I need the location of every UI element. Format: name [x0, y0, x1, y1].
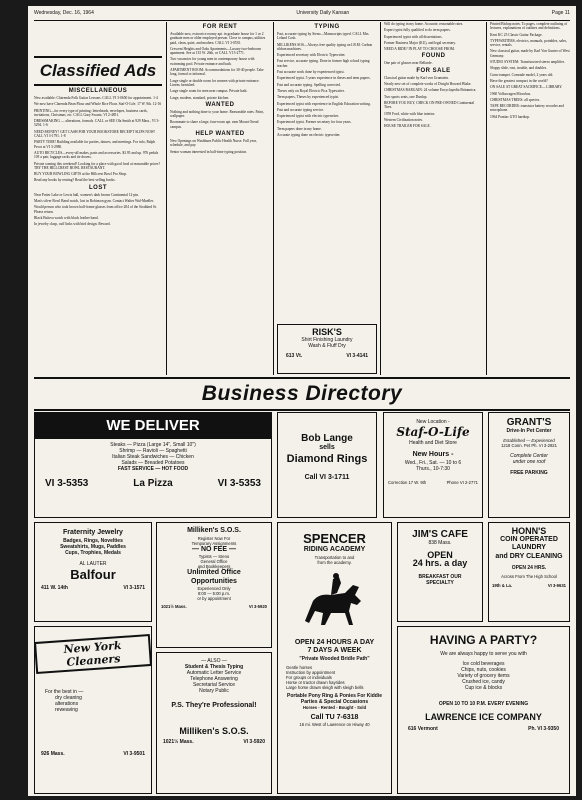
milliken1-line6: and Bookkeepers [197, 564, 231, 569]
la-pizza-phone-left: VI 3-5353 [45, 478, 89, 489]
spencer-line5: 7 DAYS A WEEK [307, 647, 362, 654]
classified-item: Would person who took brown half-frame glasses from office 204 of the Stoddard St. Please return. [34, 205, 157, 214]
jims-address: 838 Mass. [428, 539, 452, 546]
jims-cafe-ad [397, 522, 483, 622]
new-york-line2: dry cleaning [55, 695, 82, 701]
classified-item: One pair of glasses near Bellarde. [384, 61, 433, 66]
milliken2-line3: Automatic Letter Service [186, 670, 242, 676]
milliken2-name: Milliken's S.O.S. [179, 725, 249, 736]
classified-item: Term papers done in my home. [277, 126, 322, 131]
risks-address: 613 Vt. [286, 352, 303, 359]
party-line1: We are always happy to serve you with [440, 651, 527, 657]
milliken2-line7: P.S. They're Professional! [171, 702, 257, 709]
honns-phone: VI 3-9631 [547, 583, 566, 588]
classified-item: HOUSE TRAILER FOR SALE. [384, 124, 431, 129]
column-rule [486, 22, 487, 375]
milliken1-line8: Opportunities [191, 577, 237, 585]
risks-name: RISK'S [312, 327, 342, 337]
lawrence-ice-ad [397, 626, 570, 794]
jims-line4: SPECIALTY [426, 579, 454, 586]
bob-lange-name: Bob Lange [301, 433, 353, 444]
classified-item: BUY YOUR BOWLING GIFTS at the Hillcrest Bowl Pro Shop. [34, 172, 127, 177]
staf-o-life-hours2: Thurs., 10-7:30 [416, 465, 450, 472]
classified-item: Large single room for men near campus. Private bath. [170, 89, 248, 94]
spencer-name: SPENCER [303, 531, 366, 546]
party-line2: Ice cold beverages [462, 661, 505, 667]
classified-item: Man's silver Bowl Band watch, lost in Robinson gym. Contact Walter Wal-Mueller. [34, 199, 154, 204]
staf-o-life-hours-label: New Hours - [412, 451, 454, 458]
classified-item: Printed Bishop notes. To pages, complete outlining of lectures, explanations of outlines and definitions. [490, 22, 568, 31]
honns-line5: Across From The High School [501, 574, 557, 579]
classified-item: Fast and accurate typing. Spelling corrected. [277, 82, 341, 87]
balfour-line5: AL LAUTER [79, 560, 107, 567]
honns-line1: COIN OPERATED [500, 535, 558, 543]
classified-item: Kent KC 25 Classic Guitar Package. [490, 32, 543, 37]
classified-item: PRINTING—for every type of printing: letterheads, envelopes, business cards, invitations, Christmas, etc. CALL Gary Swartz, VI 2-4851. [34, 108, 148, 117]
deliver-line2: Shrimp — Ravioli — Spaghetti [119, 448, 187, 454]
header-paper: University Daily Kansan [296, 10, 350, 16]
bob-lange-phone: Call VI 3-1711 [304, 474, 350, 481]
risks-laundry-ad [277, 324, 377, 374]
classified-item: Sloppy slide, rust, trouble, and doubles. [490, 66, 547, 71]
lawrence-ice-name: LAWRENCE ICE COMPANY [425, 712, 542, 722]
party-line3: Chips, nuts, cookies [461, 667, 506, 673]
la-pizza-name: La Pizza [133, 478, 173, 489]
grants-pet-center-ad [488, 412, 570, 518]
balfour-line3: Sweatshirts, Mugs, Paddles [60, 543, 126, 550]
milliken2-line6: Notary Public [199, 688, 229, 694]
header-date: Wednesday, Dec. 16, 1964 [34, 10, 94, 16]
classified-item: Experienced typist with all dissertations. [384, 34, 443, 39]
milliken-services-ad [156, 652, 272, 794]
section-wanted: WANTED [205, 101, 235, 108]
spencer-phone: Call TU 7-6318 [310, 713, 359, 721]
classified-item: PARTY TIME! Building available for parties, dances, and meetings. For info, Ralph Pecot at VI 3-2980. [34, 140, 156, 149]
classified-item: 1964 Pontiac GTO hardtop. [490, 114, 530, 119]
milliken1-name: Milliken's S.O.S. [187, 527, 241, 534]
staf-o-life-sub: Health and Diet Store [409, 440, 457, 446]
column-3 [277, 22, 377, 322]
spencer-line11: Large horse drawn sleigh with sleigh bells [286, 684, 364, 690]
classified-item: Near Potter Lake or Lewis hall, women's dark brown Continental 12-pin. [34, 192, 140, 197]
bob-lange-ad [277, 412, 377, 518]
classified-item: Fast service, accurate typing. Done in former high school typing teacher. [277, 59, 370, 68]
new-york-line4: reweaving [55, 707, 78, 713]
new-york-cleaners-logo: New York Cleaners [34, 634, 152, 674]
party-line4: Variety of grocery items [457, 673, 510, 679]
new-york-cleaners-ad [34, 626, 152, 794]
honns-name: HONN'S [511, 526, 547, 536]
grants-line5: under one roof [512, 458, 546, 465]
party-line7: OPEN 10 TO 10 P.M. EVERY EVENING [438, 701, 529, 707]
milliken1-line11: or by appointment [197, 596, 231, 601]
classified-item: Have the greatest compact in the world? [490, 78, 548, 83]
deliver-line5: FAST SERVICE — HOT FOOD [117, 466, 189, 472]
classified-item: Experienced typist with experience in English Education writing. [277, 101, 371, 106]
deliver-line3: Italian Steak Sandwiches — Chicken [112, 454, 194, 460]
spencer-line3: from the academy. [317, 559, 352, 565]
risks-phone: VI 3-4141 [346, 352, 368, 359]
staf-o-life-hours1: Wed., Fri., Sat. — 10 to 6 [404, 459, 462, 466]
classified-item: Nothing and nothing done to your home. Reasonable rates. Paint, wallpaper. [170, 109, 264, 119]
balfour-line4: Cups, Trophies, Medals [65, 549, 121, 556]
balfour-phone: VI 3-1571 [123, 584, 145, 591]
milliken1-line2: Temporary Assignments [191, 540, 237, 546]
classified-item: Fast and accurate typing service. [277, 107, 324, 112]
lawrence-ice-address: 616 Vermont [408, 725, 438, 732]
milliken2-phone: VI 3-5920 [243, 739, 265, 745]
classified-item: Black Bulova watch with black leather band. [34, 215, 99, 220]
section-miscellaneous: MISCELLANEOUS [68, 88, 128, 94]
grants-line2: Established — Experienced [503, 437, 555, 443]
classified-item: BEFORE YOU BUY, CHECK ON PRE-OWNED Continental Tires. [384, 100, 475, 110]
spencer-address: 16 mi. West of Lawrence on Hiway 40 [299, 722, 370, 727]
page-header [34, 10, 570, 18]
classified-item: New Openings on Washburn Public Health Nurse. Full year, schedule, and pay. [170, 139, 257, 148]
classified-item: Crescent Heights and Oaks Apartments—Luxury two-bedroom apartment. See at 135 W. 26th, or CALL VI 3-2771. [170, 46, 261, 56]
section-found: FOUND [421, 53, 446, 60]
balfour-address: 411 W. 14th [41, 584, 68, 591]
milliken2-line1: — ALSO — [201, 658, 227, 664]
column-2 [170, 22, 270, 375]
spencer-line8: Instruction by appointment [286, 669, 336, 675]
classified-item: CHRISTMAS TREES: all species. [490, 97, 541, 102]
classified-item: NEED MONEY? GET CASH FOR YOUR BOOKSTORE RECEIPT SLIPS NOW! CALL VI 3-1791. 1-8 [34, 129, 156, 139]
classified-item: Read any books by renting? Read the best-selling books. [34, 178, 116, 183]
risks-line1: Shirt Finishing Laundry [301, 336, 353, 343]
we-deliver-heading: WE DELIVER [35, 413, 271, 439]
honns-line3: and DRY CLEANING [495, 552, 563, 560]
honns-line2: LAUNDRY [512, 544, 546, 551]
grants-line3: 1218 Conn. Pet Ph. VI 3-2921 [501, 442, 557, 448]
la-pizza-phone-right: VI 3-5353 [217, 478, 261, 489]
milliken1-line3: — NO FEE — [192, 545, 236, 553]
classified-item: NEED A RIDE? IN PLAY TO CHOOSE FROM. [384, 47, 455, 52]
la-pizza-ad [34, 412, 272, 518]
jims-line1: OPEN [427, 549, 453, 560]
spencer-line12: Portable Pony Ring & Ponies For Kiddie Parties & Special Occasions [286, 692, 382, 705]
staf-o-life-new-location: New Location - [416, 419, 450, 425]
classified-item: Private coming this weekend? Looking for a place with good food at reasonable prices? TRY THE HILLCREST BOWL RESTAURANT. [34, 161, 161, 170]
section-help-wanted: HELP WANTED [195, 131, 245, 138]
classified-item: MILLIKENS SOS—Always free quality typing on I.B.M. Carbon ribbon machines. [277, 42, 373, 51]
milliken2-line2: Student & Thesis Typing [184, 664, 244, 670]
deliver-line1: Steaks — Pizza (Large 14", Small 10") [110, 442, 196, 448]
classified-item: TAPE RECORDER: transistor battery recorder and microphone. [490, 104, 564, 113]
new-york-phone: VI 3-9501 [123, 751, 145, 757]
classified-item: In jewelry clasp, cuff links with bird design. Reward. [34, 222, 111, 227]
horse-rider-icon [295, 571, 375, 633]
milliken1-line9: Experienced Only [197, 586, 231, 591]
classified-item: Experienced typist with electric typewriter. [277, 114, 339, 119]
bob-lange-product: Diamond Rings [286, 453, 368, 465]
column-5 [490, 22, 570, 375]
grants-line6: FREE PARKING [510, 469, 548, 476]
classified-item: Experienced typist. Former secretary for four years. [277, 120, 352, 125]
classified-item: New classical guitar, made by Karl Von Gunter of West Germany. [490, 49, 570, 58]
classified-item: AUTO BICYCLES—every-all makes, parts and accessories. $3.95 and up. 976 pedals 10¢ a pair, luggage racks and tie downs. [34, 150, 159, 160]
classified-item: 1960 Volkswagen Microbus. [490, 91, 532, 96]
party-line6: Cup ice & blocks [464, 685, 503, 691]
spencer-line6: "Private Wooded Bridle Path" [299, 655, 370, 662]
milliken2-line5: Secretarial Service [193, 682, 235, 688]
classified-item: APARTMENT ROOM: Accommodations for 30-40 people. Take long, formal or informal. [170, 68, 264, 77]
balfour-ad [34, 522, 152, 622]
bob-lange-sells: sells [319, 443, 335, 451]
section-lost: LOST [89, 184, 107, 191]
risks-line2: Wash & Fluff Dry [308, 342, 346, 349]
spencer-line10: Horse or tractor drawn hayrides [286, 679, 345, 685]
column-1 [34, 86, 162, 376]
spencer-line2: Transportation to and [314, 554, 355, 560]
classified-item: Senior woman interested in half-time typing position. [170, 149, 247, 154]
classified-ads-banner: Classified Ads [34, 56, 162, 86]
staf-o-life-name: Staf-O-Life [396, 425, 470, 439]
staf-o-life-phone: Phone VI 2-2771 [446, 479, 478, 485]
section-for-sale: FOR SALE [416, 67, 451, 74]
section-for-rent: FOR RENT [202, 24, 238, 30]
spencer-line13: Horses - Rented - Bought - Sold [302, 704, 367, 710]
classified-item: DRESSMAKING — alterations, formals. CALL or SEE Ola Smith at 929 Mass., VI 3-5294. 1-6 [34, 119, 160, 128]
milliken1-line1: Register Now For [197, 535, 231, 541]
classified-item: Fast, accurate typing by Steno—Manuscripts typed. CALL Mrs. Leland Cosh. [277, 32, 370, 41]
grants-line1: Drive-In Pet Center [506, 427, 552, 434]
classified-item: Expert typist fully qualified to do term papers. [384, 28, 451, 33]
classified-item: Theses only on Royal Electric Pica Typewriter. [277, 88, 345, 93]
section-typing: TYPING [314, 24, 340, 30]
classified-item: STUDIO SYSTEM: Transistorized stereo amplifier. [490, 60, 565, 65]
classified-item: 1959 Ford, white with blue interior. [384, 111, 436, 116]
milliken1-line4: Typists — Steno [198, 554, 230, 559]
classified-item: Two sports seats, one Dunlop. [384, 94, 428, 99]
newspaper-page [28, 6, 576, 796]
party-title: HAVING A PARTY? [429, 633, 538, 647]
column-4 [384, 22, 483, 375]
classified-item: We now have Clarenda Bean Flour and Whole Rice Flour. Staf-O-Life. 17 W. 9th. 12-16 [34, 102, 162, 107]
milliken1-line5: General Office [200, 559, 228, 564]
classified-item: Roommate to share a large, four-room apt. near Mount Oread campus. [170, 120, 259, 129]
spencer-riding-ad [277, 522, 392, 794]
classified-item: Conn trumpet. Comrade model, 2 years old. [490, 72, 554, 77]
honns-laundry-ad [488, 522, 570, 622]
classified-item: Available now, extra nice roomy apt. in graduate house for 1 or 2 graduate men or older employed person. Close to campus, utilities paid, clean, quiet, and modern. CALL VI 3-0535. [170, 32, 266, 45]
milliken1-address: 1021½ Mass. [161, 604, 187, 609]
new-york-line1: For the best in — [45, 689, 84, 695]
classified-item: Experienced typist. 5 years experience in theses and term papers. [277, 76, 371, 81]
spencer-line4: OPEN 24 HOURS A DAY [294, 638, 375, 646]
jims-line3: BREAKFAST OUR [418, 573, 462, 580]
classified-item: Western Civilization notes. [384, 117, 423, 122]
staf-o-life-ad [383, 412, 483, 518]
classified-item: CHRISTMAS BARGAIN: 24 volume Encyclopedia Britannica. [384, 88, 477, 93]
business-directory-banner: Business Directory [34, 377, 570, 411]
milliken1-phone: VI 3-5920 [248, 604, 267, 609]
classified-item: New available: Clairenda Folk Guitar Lessons. CALL VI 3-0650 for appointment. 1-4 [34, 96, 158, 100]
grants-name: GRANT'S [506, 417, 552, 428]
party-line5: Crushed ice, candy [462, 679, 505, 685]
milliken2-line4: Telephone Answering [190, 676, 238, 682]
classified-item: Term papers, Theses by experienced typist. [277, 95, 340, 100]
balfour-line2: Badges, Rings, Novelties [63, 537, 123, 544]
classified-item: Fast accurate work done by experienced typist. [277, 70, 345, 75]
spencer-line9: For groups or individuals [286, 674, 332, 680]
classified-item: Experienced secretary with Electric Typewriter. [277, 53, 346, 58]
new-york-line3: alterations [55, 701, 79, 707]
classified-item: Two vacancies for young men in contemporary house with swimming pool. Private entrance and bath. [170, 57, 255, 66]
classified-item: Nearly new set of complete works of Dwight Howard Blake. [384, 82, 472, 87]
classified-item: ON SALE AT GREAT SACRIFICE— LIBRARY. [490, 85, 563, 90]
new-york-address: 926 Mass. [41, 751, 65, 757]
classified-item: Large, modern, standard, private kitchen. [170, 95, 230, 100]
classified-item: Accurate typing done on electric typewriter. [277, 133, 341, 138]
milliken2-address: 1021½ Mass. [163, 739, 194, 745]
milliken-register-ad [156, 522, 272, 648]
milliken1-line10: 8:00 — 5:00 p.m. [197, 591, 231, 596]
column-rule [166, 22, 167, 375]
balfour-name: Balfour [70, 566, 116, 582]
staf-o-life-address: Correction 17 W. 9th [388, 479, 427, 485]
balfour-line1: Fraternity Jewelry [63, 529, 123, 536]
column-rule [273, 22, 274, 375]
classified-item: Classical guitar made by Karl von Grunstein. [384, 75, 449, 80]
classified-item: Large single or double room for women with private entrance. Linens furnished. [170, 78, 260, 87]
jims-line2: 24 hrs. a day [412, 558, 468, 568]
header-page-label: Page 11 [551, 10, 570, 16]
column-rule [380, 22, 381, 375]
grants-line4: Complete Center [510, 452, 548, 459]
deliver-line4: Salads — Breaded Potatoes [121, 460, 185, 466]
classified-item: TYPEWRITERS, electrics, manuals, portables, sales, service, rentals. [490, 38, 567, 48]
classified-item: Former Business Major (KU), and legal secretary. [384, 40, 456, 45]
spencer-line7: Gentle horses [286, 664, 313, 670]
classified-item: Will do typing in my home. Accurate, reasonable rates. [384, 22, 464, 26]
header-rule [34, 20, 570, 21]
spencer-line1: RIDING ACADEMY [303, 546, 366, 553]
honns-line4: OPEN 24 HRS. [511, 565, 547, 571]
milliken1-line7: Unlimited Office [187, 569, 241, 576]
jims-name: JIM'S CAFE [412, 529, 468, 540]
lawrence-ice-phone: Ph. VI 3-9350 [528, 725, 559, 732]
honns-address: 19th & La. [492, 583, 513, 588]
